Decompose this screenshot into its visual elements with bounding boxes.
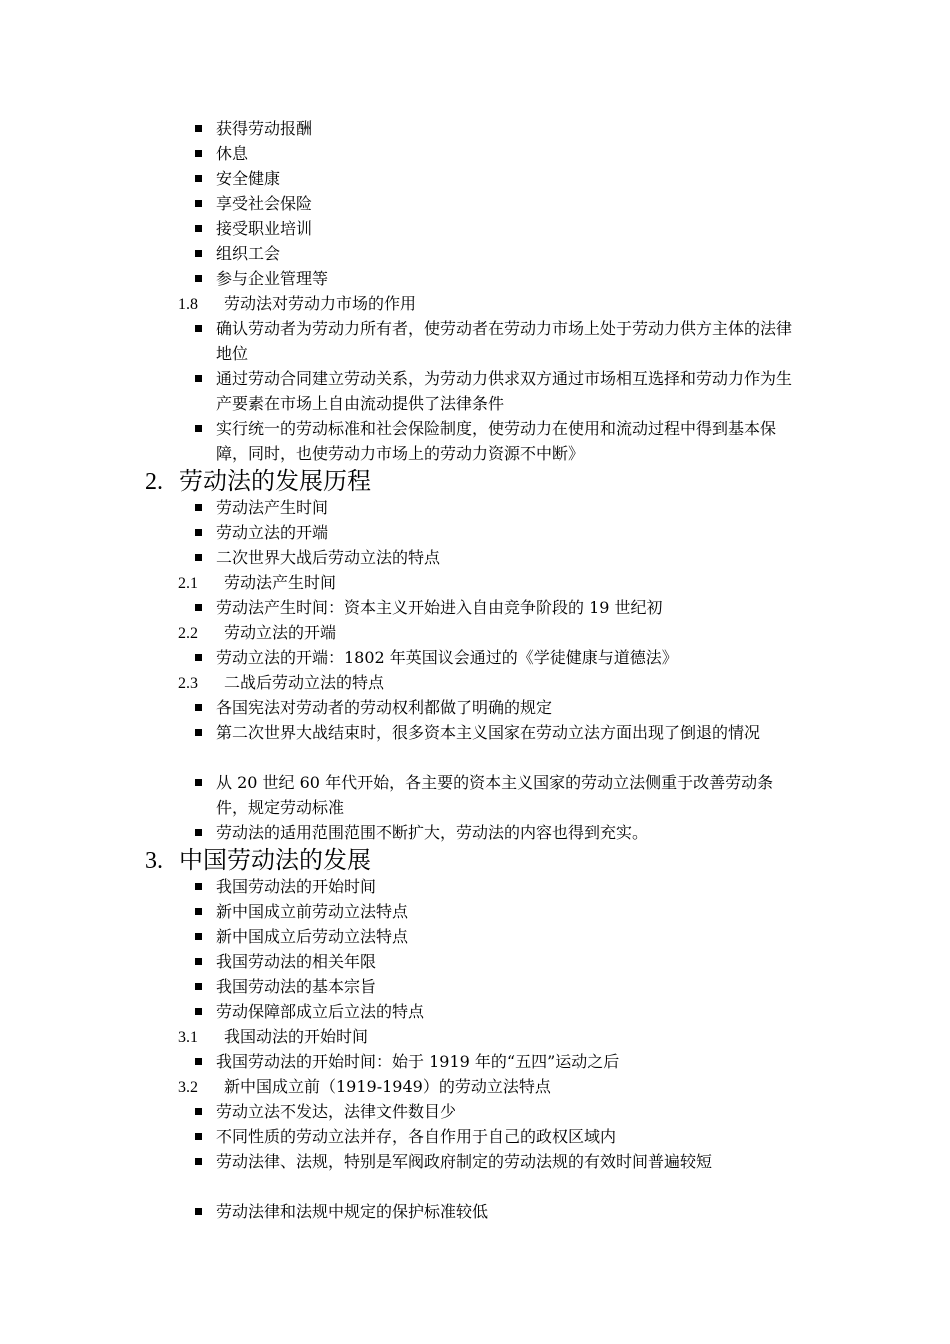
bullet-item: [195, 117, 795, 142]
bullet-text: 接受职业培训: [216, 219, 313, 238]
square-bullet-icon: [195, 1208, 202, 1215]
bullet-item: [195, 317, 795, 366]
square-bullet-icon: [195, 275, 202, 282]
square-bullet-icon: [195, 150, 202, 157]
heading-number: 3.1: [178, 1029, 198, 1046]
bullet-text: 新中国成立后劳动立法特点: [216, 927, 409, 946]
square-bullet-icon: [195, 200, 202, 207]
bullet-item: [195, 950, 795, 975]
bullet-text: 参与企业管理等: [216, 269, 329, 288]
heading-number: 2.: [145, 469, 163, 495]
bullet-item: [195, 521, 795, 546]
heading-text: 二战后劳动立法的特点: [224, 673, 385, 692]
heading-text: 劳动法产生时间: [224, 573, 337, 592]
bullet-item: [195, 975, 795, 1000]
bullet-text: 劳动保障部成立后立法的特点: [216, 1002, 425, 1021]
bullet-item: [195, 646, 795, 671]
bullet-item: [195, 1000, 795, 1025]
square-bullet-icon: [195, 908, 202, 915]
bullet-text: 劳动法律、法规，特别是军阀政府制定的劳动法规的有效时间普遍较短: [216, 1152, 713, 1171]
bullet-text: 获得劳动报酬: [216, 119, 313, 138]
bullet-text: 劳动法律和法规中规定的保护标准较低: [216, 1202, 489, 1221]
bullet-text: 休息: [216, 144, 249, 163]
bullet-text: 我国劳动法的基本宗旨: [216, 977, 377, 996]
bullet-item: [195, 925, 795, 950]
subsection-heading: [178, 621, 336, 646]
heading-number: 2.3: [178, 675, 198, 692]
bullet-text: 二次世界大战后劳动立法的特点: [216, 548, 441, 567]
section-heading: [145, 466, 371, 497]
subsection-heading: [178, 571, 336, 596]
bullet-text: 我国劳动法的开始时间：始于 1919 年的“五四”运动之后: [216, 1052, 620, 1071]
square-bullet-icon: [195, 1108, 202, 1115]
bullet-item: [195, 696, 795, 721]
square-bullet-icon: [195, 1058, 202, 1065]
bullet-item: [195, 721, 795, 746]
bullet-item: [195, 367, 795, 416]
square-bullet-icon: [195, 554, 202, 561]
heading-number: 1.8: [178, 296, 198, 313]
bullet-text: 劳动法产生时间：资本主义开始进入自由竞争阶段的 19 世纪初: [216, 598, 663, 617]
subsection-heading: [178, 292, 416, 317]
subsection-heading: [178, 1025, 368, 1050]
heading-text: 新中国成立前（1919-1949）的劳动立法特点: [224, 1077, 551, 1096]
bullet-text: 劳动立法不发达，法律文件数目少: [216, 1102, 457, 1121]
bullet-text: 我国劳动法的开始时间: [216, 877, 377, 896]
square-bullet-icon: [195, 225, 202, 232]
square-bullet-icon: [195, 704, 202, 711]
square-bullet-icon: [195, 958, 202, 965]
bullet-item: [195, 242, 795, 267]
bullet-text: 我国劳动法的相关年限: [216, 952, 377, 971]
subsection-heading: [178, 1075, 551, 1100]
bullet-item: [195, 496, 795, 521]
bullet-text: 安全健康: [216, 169, 281, 188]
bullet-item: [195, 546, 795, 571]
bullet-text: 享受社会保险: [216, 194, 313, 213]
heading-text: 我国动法的开始时间: [224, 1027, 369, 1046]
subsection-heading: [178, 671, 384, 696]
heading-number: 3.: [145, 848, 163, 874]
bullet-item: [195, 821, 795, 846]
section-heading: [145, 845, 371, 876]
bullet-text: 确认劳动者为劳动力所有者，使劳动者在劳动力市场上处于劳动力供方主体的法律地位: [216, 319, 793, 363]
bullet-text: 劳动立法的开端: [216, 523, 329, 542]
square-bullet-icon: [195, 375, 202, 382]
square-bullet-icon: [195, 829, 202, 836]
bullet-item: [195, 1150, 795, 1175]
bullet-item: [195, 417, 795, 466]
bullet-item: [195, 771, 795, 820]
square-bullet-icon: [195, 125, 202, 132]
square-bullet-icon: [195, 779, 202, 786]
square-bullet-icon: [195, 250, 202, 257]
bullet-item: [195, 1100, 795, 1125]
heading-number: 2.1: [178, 575, 198, 592]
square-bullet-icon: [195, 729, 202, 736]
bullet-item: [195, 596, 795, 621]
bullet-text: 实行统一的劳动标准和社会保险制度，使劳动力在使用和流动过程中得到基本保障，同时，也使劳动力市场上的劳动力资源不中断》: [216, 419, 777, 463]
heading-number: 2.2: [178, 625, 198, 642]
bullet-text: 组织工会: [216, 244, 281, 263]
bullet-item: [195, 142, 795, 167]
square-bullet-icon: [195, 933, 202, 940]
square-bullet-icon: [195, 654, 202, 661]
square-bullet-icon: [195, 325, 202, 332]
bullet-text: 通过劳动合同建立劳动关系，为劳动力供求双方通过市场相互选择和劳动力作为生产要素在市场上自由流动提供了法律条件: [216, 369, 793, 413]
square-bullet-icon: [195, 1158, 202, 1165]
square-bullet-icon: [195, 983, 202, 990]
square-bullet-icon: [195, 604, 202, 611]
bullet-text: 不同性质的劳动立法并存，各自作用于自己的政权区域内: [216, 1127, 617, 1146]
bullet-text: 从 20 世纪 60 年代开始，各主要的资本主义国家的劳动立法侧重于改善劳动条件，规定劳动标准: [216, 773, 774, 817]
bullet-text: 各国宪法对劳动者的劳动权利都做了明确的规定: [216, 698, 553, 717]
bullet-item: [195, 192, 795, 217]
bullet-item: [195, 167, 795, 192]
bullet-item: [195, 1200, 795, 1225]
bullet-item: [195, 1125, 795, 1150]
bullet-item: [195, 1050, 795, 1075]
bullet-text: 第二次世界大战结束时，很多资本主义国家在劳动立法方面出现了倒退的情况: [216, 723, 761, 742]
bullet-item: [195, 900, 795, 925]
bullet-item: [195, 875, 795, 900]
heading-text: 中国劳动法的发展: [179, 846, 371, 874]
square-bullet-icon: [195, 504, 202, 511]
square-bullet-icon: [195, 883, 202, 890]
bullet-text: 劳动立法的开端：1802 年英国议会通过的《学徒健康与道德法》: [216, 648, 678, 667]
bullet-text: 新中国成立前劳动立法特点: [216, 902, 409, 921]
bullet-item: [195, 217, 795, 242]
square-bullet-icon: [195, 1133, 202, 1140]
heading-text: 劳动法对劳动力市场的作用: [224, 294, 417, 313]
bullet-item: [195, 267, 795, 292]
heading-text: 劳动法的发展历程: [179, 467, 371, 495]
bullet-text: 劳动法产生时间: [216, 498, 329, 517]
bullet-text: 劳动法的适用范围范围不断扩大，劳动法的内容也得到充实。: [216, 823, 649, 842]
square-bullet-icon: [195, 1008, 202, 1015]
square-bullet-icon: [195, 529, 202, 536]
square-bullet-icon: [195, 425, 202, 432]
square-bullet-icon: [195, 175, 202, 182]
heading-text: 劳动立法的开端: [224, 623, 337, 642]
heading-number: 3.2: [178, 1079, 198, 1096]
